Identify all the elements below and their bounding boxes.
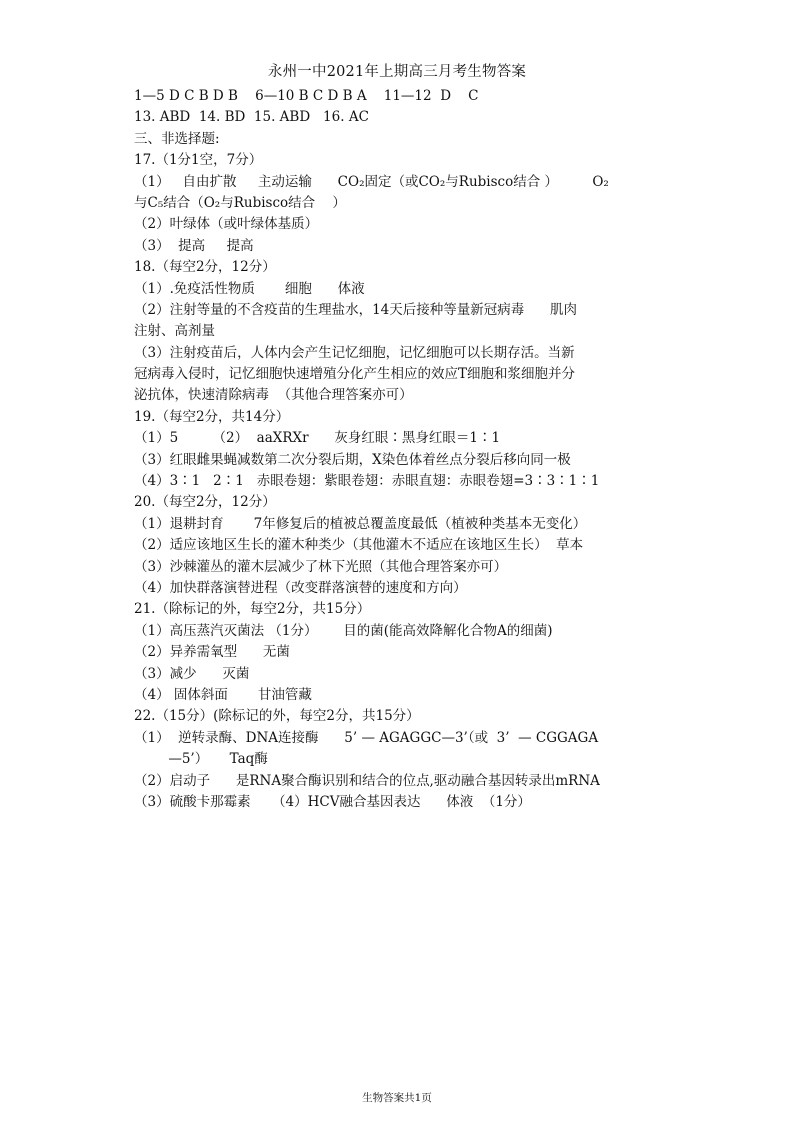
answer-line: （1） 自由扩散 主动运输 CO₂固定（或CO₂与Rubisco结合 ） O₂ [134,173,609,190]
answer-line: 21.（除标记的外，每空2分，共15分） [134,601,371,618]
answer-line: （1）退耕封育 7年修复后的植被总覆盖度最低（植被种类基本无变化） [134,515,587,532]
answer-line: （3）注射疫苗后，人体内会产生记忆细胞，记忆细胞可以长期存活。当新 [134,344,575,361]
answer-line: （4）3∶1 2∶1 赤眼卷翅：紫眼卷翅：赤眼直翅：赤眼卷翅=3∶3∶1∶1 [134,473,600,490]
answer-line: 18.（每空2分，12分） [134,259,276,276]
answer-line: （2）注射等量的不含疫苗的生理盐水，14天后接种等量新冠病毒 肌肉 [134,301,578,318]
answer-line: 泌抗体，快速清除病毒 （其他合理答案亦可） [134,387,413,404]
page-footer: 生物答案共1页 [362,1092,432,1104]
answer-line: （1）高压蒸汽灭菌法 （1分） 目的菌(能高效降解化合物A的细菌) [134,622,553,639]
answer-line: （2）异养需氧型 无菌 [134,644,290,661]
answer-line: 17.（1分1空，7分） [134,152,263,169]
answer-line: 22.（15分）(除标记的外，每空2分，共15分） [134,708,420,725]
answer-line: 19.（每空2分，共14分） [134,408,290,425]
answer-line: （3） 提高 提高 [134,237,254,254]
answer-line: 20.（每空2分，12分） [134,494,276,511]
answer-line: —5’） Taq酶 [134,751,268,768]
answer-line: 注射、高剂量 [134,323,215,340]
answer-line: 与C₅结合（O₂与Rubisco结合 ） [134,194,346,211]
answer-line: （3）沙棘灌丛的灌木层减少了林下光照（其他合理答案亦可） [134,558,508,575]
answer-line: 1—5 D C B D B 6—10 B C D B A 11—12 D C [134,88,479,104]
answer-line: （1） 逆转录酶、DNA连接酶 5’ — AGAGGC—3’（或 3’ — CGGAGA [134,729,599,746]
answer-line: （3）减少 灭菌 [134,665,250,682]
answer-line: （1）.免疫活性物质 细胞 体液 [134,280,365,297]
answer-line: （2）适应该地区生长的灌木种类少（其他灌木不适应在该地区生长） 草本 [134,537,584,554]
answer-line: （2）启动子 是RNA聚合酶识别和结合的位点,驱动融合基因转录出mRNA [134,772,600,789]
answer-line: 三、非选择题: [134,130,220,147]
answer-line: （3）红眼雌果蝇减数第二次分裂后期，X染色体着丝点分裂后移向同一极 [134,451,571,468]
page-title: 永州一中2021年上期高三月考生物答案 [267,64,527,80]
answer-line: （4） 固体斜面 甘油管藏 [134,686,312,703]
answer-line: （2）叶绿体（或叶绿体基质） [134,216,319,233]
answer-line: （1）5 （2） aaXRXr 灰身红眼∶黑身红眼＝1∶1 [134,430,501,447]
answer-line: （4）加快群落演替进程（改变群落演替的速度和方向） [134,579,467,596]
answer-body [134,86,664,813]
answer-line: 冠病毒入侵时，记忆细胞快速增殖分化产生相应的效应T细胞和浆细胞并分 [134,366,576,383]
answer-line: （3）硫酸卡那霉素 （4）HCV融合基因表达 体液 （1分） [134,793,531,810]
answer-line: 13. ABD 14. BD 15. ABD 16. AC [134,109,369,126]
